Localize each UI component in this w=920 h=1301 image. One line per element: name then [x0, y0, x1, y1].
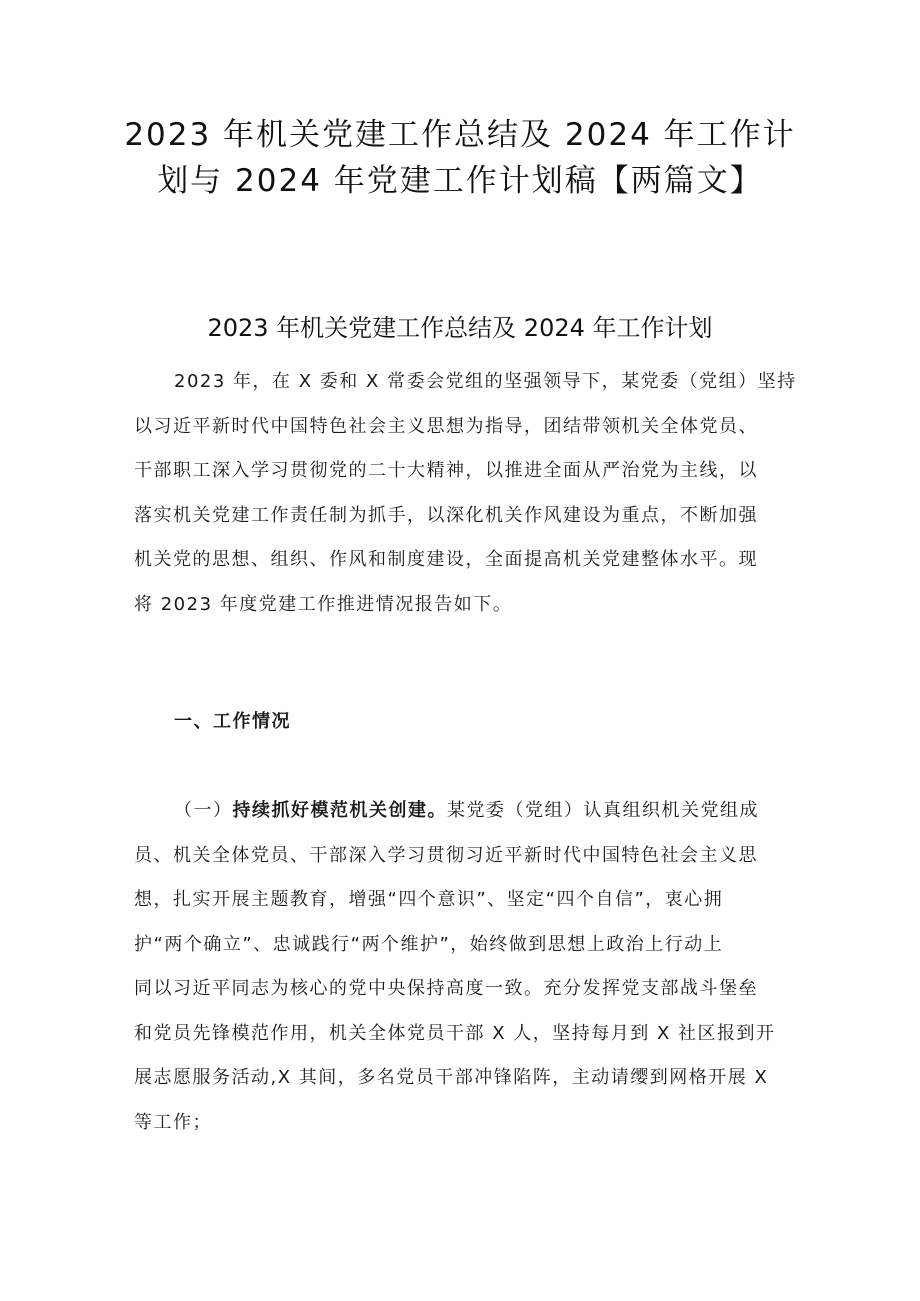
- item-1-line: 和党员先锋模范作用，机关全体党员干部 X 人，坚持每月到 X 社区报到开: [134, 1022, 776, 1044]
- section-title: 2023 年机关党建工作总结及 2024 年工作计划: [207, 314, 713, 342]
- intro-line: 2023 年，在 X 委和 X 常委会党组的坚强领导下，某党委（党组）坚持: [174, 371, 797, 392]
- document-title: [100, 112, 820, 204]
- item-1-line: 等工作；: [134, 1111, 212, 1133]
- item-1-paragraph: [134, 789, 790, 1145]
- intro-line: 干部职工深入学习贯彻党的二十大精神，以推进全面从严治党为主线，以: [134, 460, 758, 481]
- intro-line: 以习近平新时代中国特色社会主义思想为指导，团结带领机关全体党员、: [134, 415, 758, 437]
- item-1-line: 展志愿服务活动,X 其间，多名党员干部冲锋陷阵，主动请缨到网格开展 X: [134, 1067, 769, 1088]
- intro-line: 落实机关党建工作责任制为抓手，以深化机关作风建设为重点，不断加强: [134, 504, 758, 526]
- intro-paragraph: [134, 360, 797, 627]
- item-1-line: 想，扎实开展主题教育，增强“四个意识”、坚定“四个自信”，衷心拥: [134, 889, 724, 910]
- item-1-line: 护“两个确立”、忠诚践行“两个维护”，始终做到思想上政治上行动上: [134, 933, 724, 955]
- item-1-prefix: （一）: [174, 800, 233, 821]
- item-1-line: 员、机关全体党员、干部深入学习贯彻习近平新时代中国特色社会主义思: [134, 844, 758, 866]
- heading-1-text: 一、工作情况: [174, 711, 291, 732]
- item-1-first-line: [134, 789, 790, 834]
- intro-line: 机关党的思想、组织、作风和制度建设，全面提高机关党建整体水平。现: [134, 549, 758, 570]
- heading-work-status: [134, 700, 790, 745]
- intro-line: 将 2023 年度党建工作推进情况报告如下。: [134, 593, 513, 615]
- document-title-line-1: 2023 年机关党建工作总结及 2024 年工作计: [124, 117, 796, 153]
- item-1-bold-heading: 持续抓好模范机关创建。: [232, 800, 447, 821]
- item-1-line: 同以习近平同志为核心的党中央保持高度一致。充分发挥党支部战斗堡垒: [134, 978, 758, 999]
- document-title-line-2: 划与 2024 年党建工作计划稿【两篇文】: [157, 163, 763, 199]
- item-1-first-rest: 某党委（党组）认真组织机关党组成: [447, 800, 759, 821]
